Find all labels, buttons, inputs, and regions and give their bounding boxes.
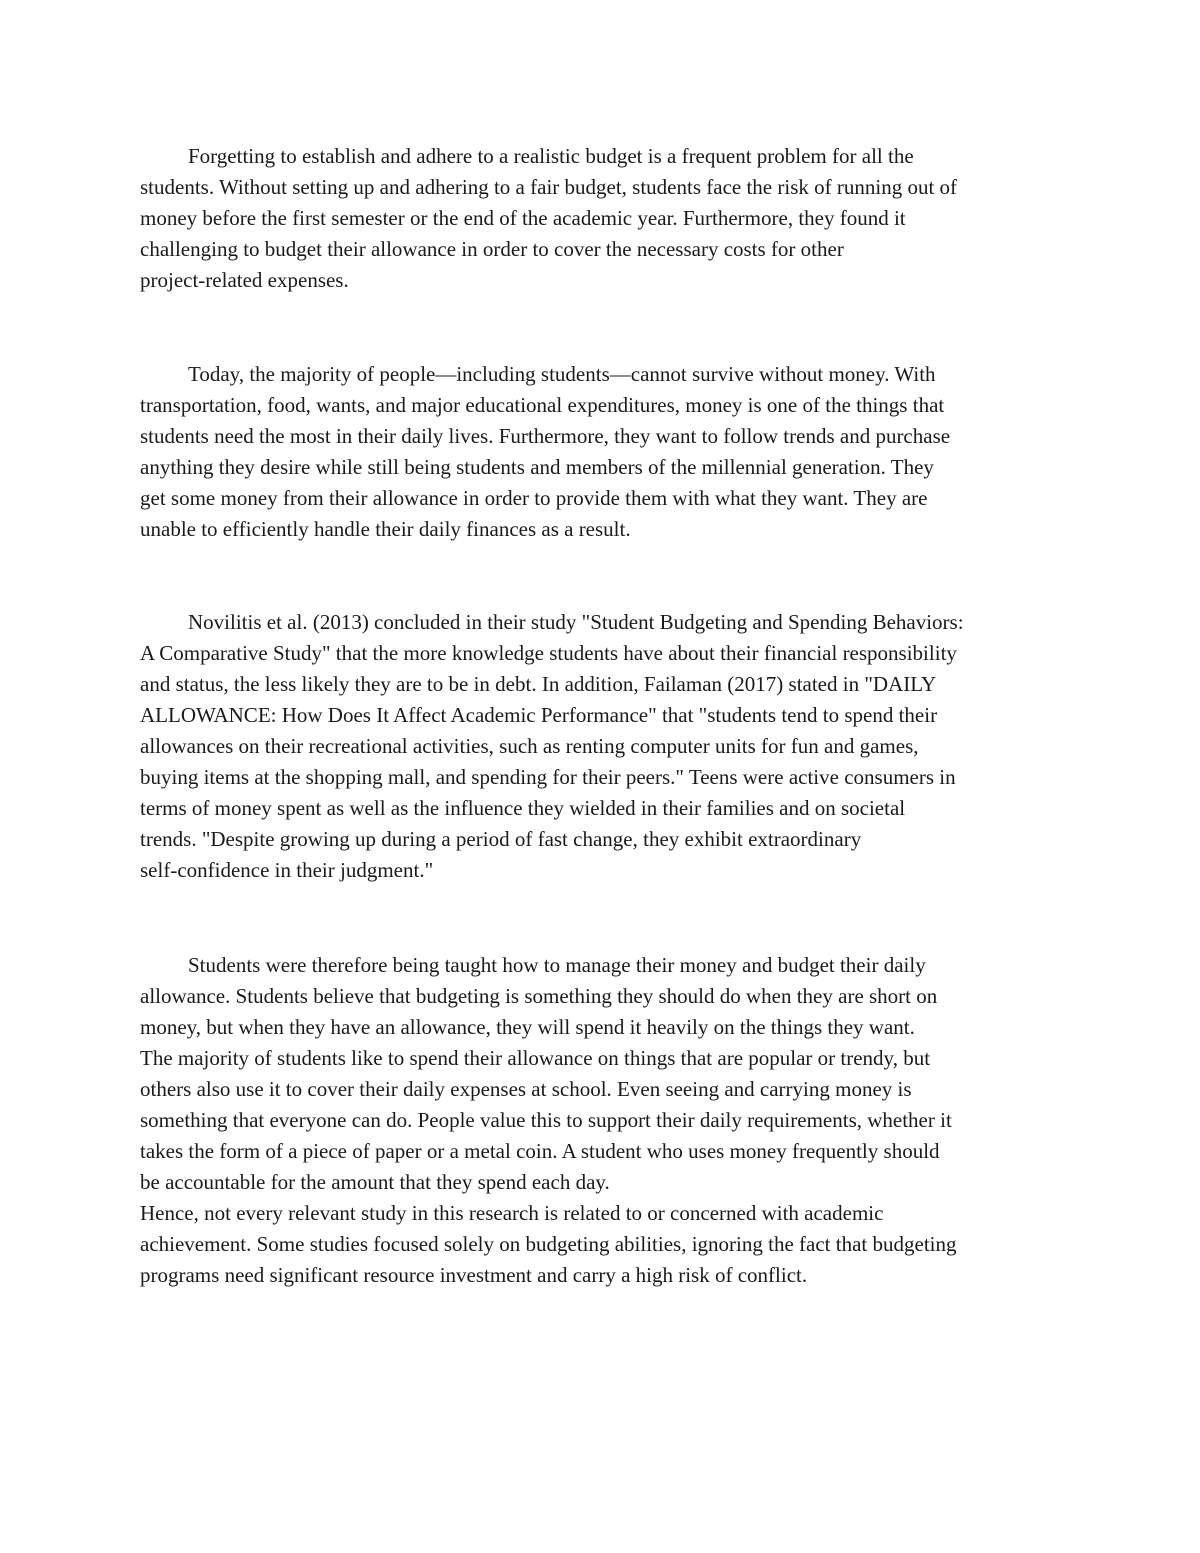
- text-line: A Comparative Study" that the more knowledge students have about their financial responsibility: [140, 641, 957, 665]
- text-line: buying items at the shopping mall, and spending for their peers." Teens were active consumers in: [140, 765, 956, 789]
- text-line: be accountable for the amount that they spend each day.: [140, 1170, 610, 1194]
- text-line: takes the form of a piece of paper or a metal coin. A student who uses money frequently should: [140, 1139, 940, 1163]
- paragraph-money-management: [140, 950, 1065, 1291]
- text-line: students need the most in their daily lives. Furthermore, they want to follow trends and purchase: [140, 424, 951, 448]
- text-line: unable to efficiently handle their daily finances as a result.: [140, 517, 631, 541]
- text-line: Novilitis et al. (2013) concluded in their study "Student Budgeting and Spending Behaviors:: [188, 610, 964, 634]
- text-line: Today, the majority of people—including students—cannot survive without money. With: [188, 362, 936, 386]
- text-line: something that everyone can do. People value this to support their daily requirements, whether it: [140, 1108, 952, 1132]
- text-line: allowance. Students believe that budgeting is something they should do when they are short on: [140, 984, 938, 1008]
- text-line: ALLOWANCE: How Does It Affect Academic Performance" that "students tend to spend their: [140, 703, 938, 727]
- paragraph-literature-review: [140, 607, 1065, 886]
- text-line: and status, the less likely they are to be in debt. In addition, Failaman (2017) stated in "DAILY: [140, 672, 937, 696]
- paragraph-money-need: [140, 359, 1065, 545]
- text-line: transportation, food, wants, and major educational expenditures, money is one of the things that: [140, 393, 945, 417]
- text-line: get some money from their allowance in order to provide them with what they want. They are: [140, 486, 928, 510]
- text-line: terms of money spent as well as the influence they wielded in their families and on societal: [140, 796, 906, 820]
- text-line: anything they desire while still being students and members of the millennial generation. They: [140, 455, 934, 479]
- text-line: money before the first semester or the end of the academic year. Furthermore, they found it: [140, 206, 906, 230]
- text-line: achievement. Some studies focused solely on budgeting abilities, ignoring the fact that budgeting: [140, 1232, 957, 1256]
- text-line: Hence, not every relevant study in this research is related to or concerned with academic: [140, 1201, 884, 1225]
- text-line: trends. "Despite growing up during a period of fast change, they exhibit extraordinary: [140, 827, 862, 851]
- text-line: Forgetting to establish and adhere to a realistic budget is a frequent problem for all the: [188, 144, 914, 168]
- paragraph-budgeting-problem: [140, 141, 1065, 296]
- text-line: others also use it to cover their daily expenses at school. Even seeing and carrying money is: [140, 1077, 912, 1101]
- text-line: programs need significant resource investment and carry a high risk of conflict.: [140, 1263, 808, 1287]
- text-line: students. Without setting up and adhering to a fair budget, students face the risk of running out of: [140, 175, 958, 199]
- text-line: money, but when they have an allowance, they will spend it heavily on the things they want.: [140, 1015, 915, 1039]
- text-line: The majority of students like to spend their allowance on things that are popular or trendy, but: [140, 1046, 931, 1070]
- text-line: allowances on their recreational activities, such as renting computer units for fun and games,: [140, 734, 919, 758]
- text-line: project-related expenses.: [140, 268, 349, 292]
- text-line: Students were therefore being taught how to manage their money and budget their daily: [188, 953, 926, 977]
- text-line: self-confidence in their judgment.": [140, 858, 434, 882]
- text-line: challenging to budget their allowance in order to cover the necessary costs for other: [140, 237, 844, 261]
